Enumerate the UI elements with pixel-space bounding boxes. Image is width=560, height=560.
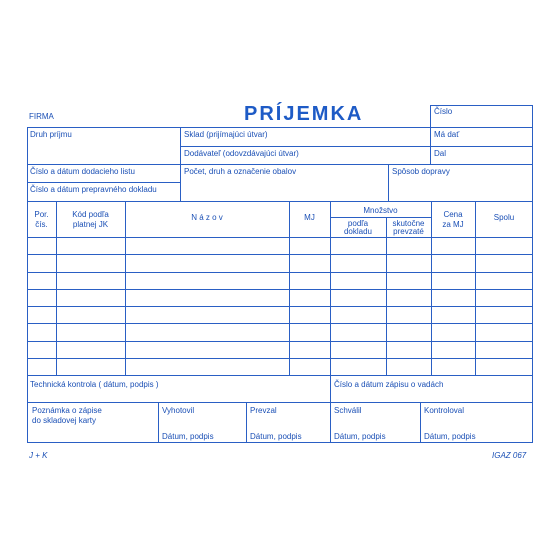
- table-row: [27, 358, 533, 359]
- kontroloval-label: Kontroloval: [424, 406, 465, 415]
- table-row: [27, 306, 533, 307]
- table-row: [27, 289, 533, 290]
- sposob-dopravy-label: Spôsob dopravy: [392, 167, 450, 176]
- skutocne-1: skutočne: [392, 219, 425, 228]
- datum-podpis-2: Dátum, podpis: [250, 432, 302, 441]
- mj-label: MJ: [304, 213, 315, 222]
- poznamka-label-1: Poznámka o zápise: [32, 406, 102, 415]
- cislo-label: Číslo: [434, 107, 453, 116]
- kod-label-1: Kód podľa: [72, 210, 109, 219]
- spolu-label: Spolu: [493, 213, 515, 222]
- vyhotovil-label: Vyhotovil: [162, 406, 195, 415]
- poznamka-label-2: do skladovej karty: [32, 416, 97, 425]
- datum-podpis-3: Dátum, podpis: [334, 432, 386, 441]
- cena-label-2: za MJ: [442, 220, 464, 229]
- table-row: [27, 341, 533, 342]
- kod-label-2: platnej JK: [72, 220, 109, 229]
- sklad-label: Sklad (prijímajúci útvar): [184, 130, 268, 139]
- table-row: [27, 272, 533, 273]
- left-code: J + K: [29, 451, 48, 460]
- druh-prijmu-label: Druh príjmu: [30, 130, 72, 139]
- cena-label-1: Cena: [443, 210, 463, 219]
- prepravny-doklad-label: Číslo a dátum prepravného dokladu: [30, 185, 157, 194]
- dodavatel-label: Dodávateľ (odovzdávajúci útvar): [184, 149, 299, 158]
- cislo-zapisu-label: Číslo a dátum zápisu o vadách: [334, 380, 444, 389]
- podla-dokladu-1: podľa: [347, 219, 369, 228]
- por-label-1: Por.: [34, 210, 49, 219]
- ma-dat-label: Má dať: [434, 130, 460, 139]
- right-code: IGAZ 067: [492, 451, 527, 460]
- technicka-kontrola-label: Technická kontrola ( dátum, podpis ): [30, 380, 159, 389]
- table-row: [27, 323, 533, 324]
- por-label-2: čís.: [35, 220, 48, 229]
- pocet-obalov-label: Počet, druh a označenie obalov: [184, 167, 297, 176]
- form-title: PRÍJEMKA: [244, 103, 364, 125]
- skutocne-2: prevzaté: [393, 227, 424, 236]
- firma-label: FIRMA: [29, 112, 54, 121]
- prevzal-label: Prevzal: [250, 406, 277, 415]
- nazov-label: N á z o v: [191, 213, 223, 222]
- schvalil-label: Schválil: [334, 406, 362, 415]
- datum-podpis-4: Dátum, podpis: [424, 432, 476, 441]
- mnozstvo-label: Množstvo: [363, 206, 398, 215]
- datum-podpis-1: Dátum, podpis: [162, 432, 214, 441]
- podla-dokladu-2: dokladu: [343, 227, 373, 236]
- table-row: [27, 254, 533, 255]
- dal-label: Dal: [434, 149, 447, 158]
- dodaci-list-label: Číslo a dátum dodacieho listu: [30, 167, 135, 176]
